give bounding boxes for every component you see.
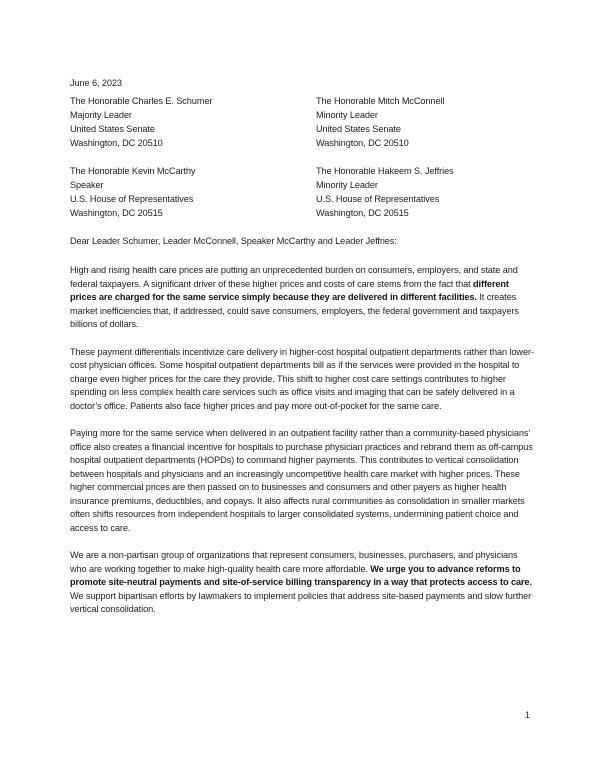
address-line: Washington, DC 20510 — [316, 138, 409, 148]
bold-text: different prices are charged for the same service simply because they are delivered in different facilities. — [70, 278, 509, 302]
body-paragraph — [70, 264, 536, 332]
letter-date: June 6, 2023 — [70, 78, 122, 88]
body-text: High and rising health care prices are putting an unprecedented burden on consumers, employers, and state and federal taxpayers. A significant driver of these higher prices and costs of care stems from the fact that — [70, 265, 518, 289]
body-text: It creates market inefficiencies that, if addressed, could save consumers, employers, the federal government and taxpayers billions of dollars. — [70, 292, 519, 329]
address-line: Washington, DC 20515 — [316, 208, 409, 218]
salutation: Dear Leader Schumer, Leader McConnell, Speaker McCarthy and Leader Jeffries: — [70, 236, 397, 246]
address-line: United States Senate — [70, 124, 155, 134]
letter-content — [70, 76, 536, 631]
recipient-address — [316, 164, 562, 220]
address-line: The Honorable Mitch McConnell — [316, 96, 445, 106]
address-line: United States Senate — [316, 124, 401, 134]
body-text: Paying more for the same service when delivered in an outpatient facility rather than a community-based physicians’ office also creates a financial incentive for hospitals to purchase physician practices and rebrand them as off-campus hospital outpatient departments (HOPDs) to command higher payments. This contributes to vertical consolidation between hospitals and physicians and an increasingly uncompetitive health care market with higher prices. These higher commercial prices are then passed on to businesses and consumers and other payers as higher health insurance premiums, deductibles, and copays. It also affects rural communities as consolidation in smaller markets often shifts resources from independent hospitals to larger consolidated systems, undermining patient choice and access to care. — [70, 428, 533, 533]
address-line: Majority Leader — [70, 110, 132, 120]
address-line: The Honorable Charles E. Schumer — [70, 96, 213, 106]
recipient-address — [316, 94, 562, 150]
body-paragraph — [70, 427, 536, 535]
body-paragraph — [70, 346, 536, 414]
address-line: The Honorable Kevin McCarthy — [70, 166, 196, 176]
address-line: The Honorable Hakeem S. Jeffries — [316, 166, 454, 176]
address-line: Washington, DC 20515 — [70, 208, 163, 218]
recipient-address — [70, 94, 316, 150]
address-line: Minority Leader — [316, 180, 378, 190]
body-text: We support bipartisan efforts by lawmakers to implement policies that address site-based payments and slow further vertical consolidation. — [70, 590, 532, 614]
body-text: We are a non-partisan group of organizations that represent consumers, businesses, purchasers, and physicians who are working together to make high-quality health care more affordable. — [70, 550, 518, 574]
recipient-address — [70, 164, 316, 220]
address-line: Speaker — [70, 180, 104, 190]
page-number: 1 — [524, 710, 530, 720]
address-line: Washington, DC 20510 — [70, 138, 163, 148]
letter-body — [70, 264, 536, 617]
recipient-row — [70, 94, 536, 150]
recipient-blocks — [70, 94, 536, 220]
body-paragraph — [70, 549, 536, 617]
recipient-row — [70, 164, 536, 220]
bold-text: We urge you to advance reforms to promote site-neutral payments and site-of-service billing transparency in a way that protects access to care. — [70, 563, 532, 587]
address-line: Minority Leader — [316, 110, 378, 120]
body-text: These payment differentials incentivize care delivery in higher-cost hospital outpatient departments rather than lower-cost physician offices. Some hospital outpatient departments bill as if the services were provided in the hospital to charge even higher prices for the care they provide. This shift to higher cost care settings contributes to higher spending on less complex health care services such as office visits and imaging that can be safely delivered in a doctor’s office. Patients also face higher prices and pay more out-of-pocket for the same care. — [70, 346, 534, 411]
address-line: U.S. House of Representatives — [316, 194, 440, 204]
address-line: U.S. House of Representatives — [70, 194, 194, 204]
